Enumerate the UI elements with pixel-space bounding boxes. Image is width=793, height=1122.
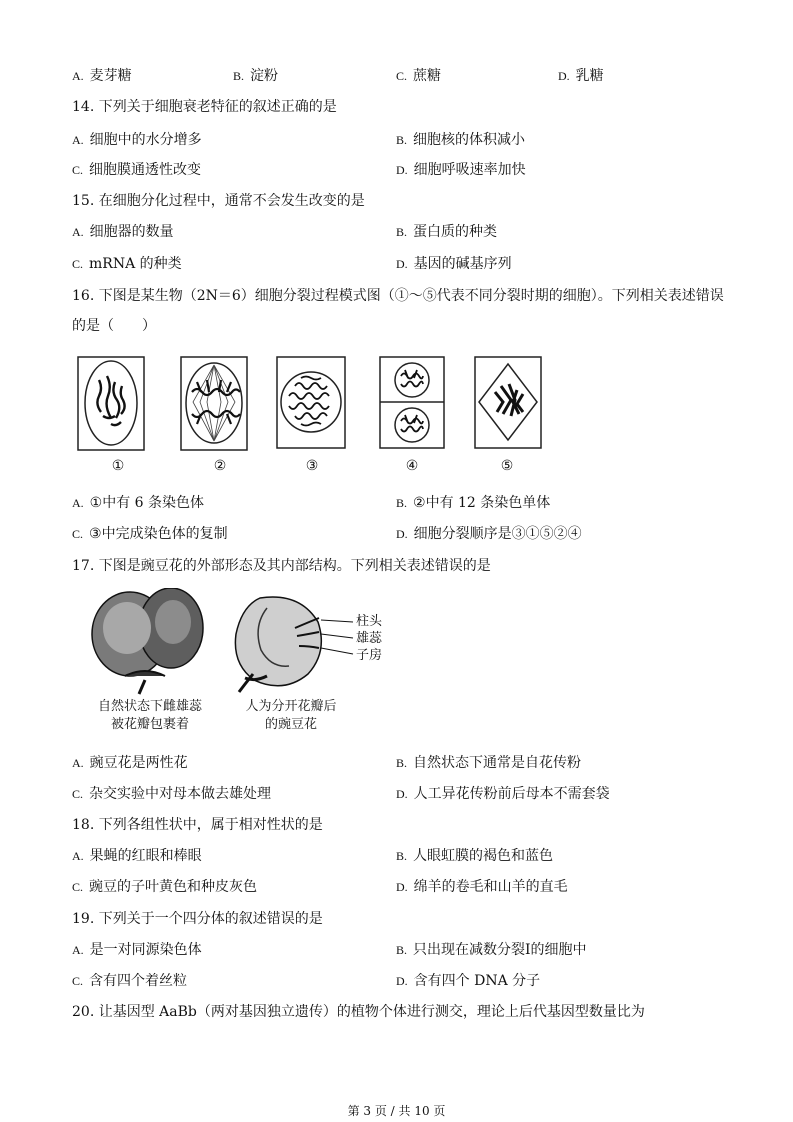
q18-option-b: B. 人眼虹膜的褐色和蓝色 xyxy=(396,848,554,864)
q15-option-b: B. 蛋白质的种类 xyxy=(396,224,498,240)
cell-division-figure xyxy=(75,352,550,452)
annotation-ovary: 子房 xyxy=(356,648,383,663)
q15-option-d: D. 基因的碱基序列 xyxy=(396,256,512,272)
q17-option-d: D. 人工异花传粉前后母本不需套袋 xyxy=(396,786,610,802)
q17-option-c: C. 杂交实验中对母本做去雄处理 xyxy=(72,786,272,802)
cell-2-diagram xyxy=(181,357,247,450)
q17-stem: 17. 下图是豌豆花的外部形态及其内部结构。下列相关表述错误的是 xyxy=(72,558,491,574)
cell-label-4: ④ xyxy=(405,458,419,474)
pea-flower-closed-illustration xyxy=(92,588,203,694)
cell-label-5: ⑤ xyxy=(500,458,514,474)
q16-stem-line1: 16. 下图是某生物（2N＝6）细胞分裂过程模式图（①～⑤代表不同分裂时期的细胞）。下列相关表述错误 xyxy=(72,288,724,304)
q18-option-a: A. 果蝇的红眼和棒眼 xyxy=(72,848,202,864)
q16-stem-line2: 的是（ ） xyxy=(72,318,156,334)
q16-option-b: B. ②中有 12 条染色单体 xyxy=(396,495,551,511)
q18-option-c: C. 豌豆的子叶黄色和种皮灰色 xyxy=(72,879,258,895)
pea-flower-caption-right: 人为分开花瓣后 的豌豆花 xyxy=(245,699,337,732)
page-footer: 第 3 页 / 共 10 页 xyxy=(347,1104,446,1118)
cell-4-diagram xyxy=(380,357,444,448)
q20-stem: 20. 让基因型 AaBb（两对基因独立遗传）的植物个体进行测交，理论上后代基因型数量比为 xyxy=(72,1004,645,1020)
q19-stem: 19. 下列关于一个四分体的叙述错误的是 xyxy=(72,911,323,927)
pea-flower-caption-left: 自然状态下雌雄蕊 被花瓣包裹着 xyxy=(97,699,202,732)
q19-option-d: D. 含有四个 DNA 分子 xyxy=(396,973,541,989)
cell-5-diagram xyxy=(475,357,541,448)
q17-option-b: B. 自然状态下通常是自花传粉 xyxy=(396,755,582,771)
q19-option-b: B. 只出现在减数分裂Ⅰ的细胞中 xyxy=(396,942,587,958)
q18-option-d: D. 绵羊的卷毛和山羊的直毛 xyxy=(396,879,568,895)
pea-flower-opened-illustration xyxy=(235,597,353,692)
pea-flower-figure xyxy=(85,588,385,698)
cell-1-diagram xyxy=(78,357,144,450)
q14-option-b: B. 细胞核的体积减小 xyxy=(396,132,526,148)
cell-3-diagram xyxy=(277,357,345,448)
cell-label-2: ② xyxy=(213,458,227,474)
q14-stem: 14. 下列关于细胞衰老特征的叙述正确的是 xyxy=(72,99,337,115)
q19-option-a: A. 是一对同源染色体 xyxy=(72,942,202,958)
q15-option-c: C. mRNA 的种类 xyxy=(72,256,182,272)
q13-option-a: A. 麦芽糖 xyxy=(72,68,132,84)
q14-option-a: A. 细胞中的水分增多 xyxy=(72,132,202,148)
q15-option-a: A. 细胞器的数量 xyxy=(72,224,174,240)
annotation-stamen: 雄蕊 xyxy=(356,631,383,646)
q14-option-c: C. 细胞膜通透性改变 xyxy=(72,162,202,178)
q14-option-d: D. 细胞呼吸速率加快 xyxy=(396,162,526,178)
q13-option-d: D. 乳糖 xyxy=(558,68,604,84)
q18-stem: 18. 下列各组性状中，属于相对性状的是 xyxy=(72,817,323,833)
q13-option-c: C. 蔗糖 xyxy=(396,68,442,84)
cell-label-1: ① xyxy=(111,458,125,474)
q16-option-d: D. 细胞分裂顺序是③①⑤②④ xyxy=(396,526,582,542)
cell-label-3: ③ xyxy=(305,458,319,474)
q13-option-b: B. 淀粉 xyxy=(233,68,279,84)
q19-option-c: C. 含有四个着丝粒 xyxy=(72,973,188,989)
q16-option-a: A. ①中有 6 条染色体 xyxy=(72,495,205,511)
q16-option-c: C. ③中完成染色体的复制 xyxy=(72,526,228,542)
q17-option-a: A. 豌豆花是两性花 xyxy=(72,755,188,771)
annotation-stigma: 柱头 xyxy=(356,614,383,629)
q15-stem: 15. 在细胞分化过程中，通常不会发生改变的是 xyxy=(72,193,365,209)
